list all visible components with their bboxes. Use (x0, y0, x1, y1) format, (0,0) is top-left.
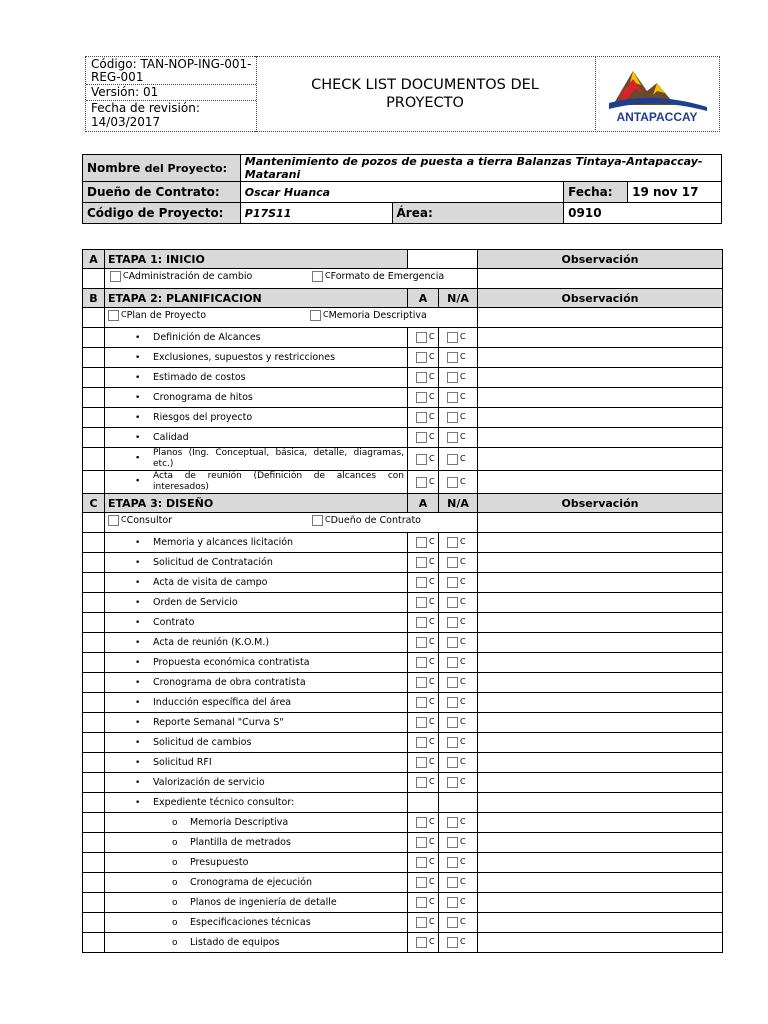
checkbox[interactable] (447, 897, 458, 908)
consultant-option[interactable]: $^C$Consultor (108, 515, 172, 526)
observation-cell[interactable] (478, 533, 723, 553)
checkbox-cell[interactable]: C (439, 593, 478, 613)
document-code-box (85, 56, 257, 132)
checklist-item-label: Definición de Alcances (153, 332, 261, 343)
section-letter: A (83, 250, 105, 269)
observation-header: Observación (478, 250, 723, 269)
checklist-item-row (83, 633, 723, 653)
document-version: Versión: 01 (86, 84, 256, 101)
checkbox-cell[interactable]: C (408, 673, 439, 693)
checklist-item-label: Cronograma de ejecución (190, 877, 312, 888)
section-b-options (83, 308, 723, 328)
checkbox-cell[interactable]: C (439, 773, 478, 793)
observation-cell[interactable] (478, 308, 723, 328)
checkbox[interactable] (416, 917, 427, 928)
antapaccay-logo (595, 56, 720, 132)
checkbox-cell[interactable]: C (408, 733, 439, 753)
checkbox-cell[interactable]: C (408, 328, 439, 348)
checkbox-cell[interactable]: C (408, 553, 439, 573)
checklist-item-row (83, 388, 723, 408)
checklist-subitem-row (83, 873, 723, 893)
project-info-table (82, 154, 722, 224)
checkbox[interactable] (447, 917, 458, 928)
bullet-icon: • (135, 577, 141, 588)
observation-cell[interactable] (478, 269, 723, 289)
checklist-item-label: Memoria Descriptiva (190, 817, 289, 828)
emergency-format-option[interactable]: $^C$Formato de Emergencia (312, 271, 444, 282)
section-letter: B (83, 289, 105, 308)
observation-cell[interactable] (478, 328, 723, 348)
observation-cell[interactable] (478, 813, 723, 833)
section-c-header (83, 494, 723, 513)
checkbox-cell[interactable]: C (439, 408, 478, 428)
checkbox[interactable] (416, 557, 427, 568)
checklist-item-label: Reporte Semanal "Curva S" (153, 717, 284, 728)
checklist-item-label: Especificaciones técnicas (190, 917, 311, 928)
checkbox[interactable] (416, 537, 427, 548)
checklist-item-label: Solicitud de cambios (153, 737, 252, 748)
checklist-subitem-row (83, 813, 723, 833)
checkbox[interactable] (447, 877, 458, 888)
checkbox[interactable] (416, 597, 427, 608)
checkbox[interactable] (447, 817, 458, 828)
checklist-item-row (83, 733, 723, 753)
checkbox[interactable] (447, 697, 458, 708)
checkbox-cell[interactable]: C (439, 328, 478, 348)
checklist-item-row (83, 553, 723, 573)
checkbox[interactable] (447, 657, 458, 668)
observation-header: Observación (478, 494, 723, 513)
checklist-item-label: Memoria y alcances licitación (153, 537, 294, 548)
checkbox[interactable] (416, 757, 427, 768)
checkbox-cell[interactable]: C (439, 893, 478, 913)
checkbox-cell[interactable]: C (408, 893, 439, 913)
checkbox[interactable] (310, 310, 321, 321)
observation-cell[interactable] (478, 853, 723, 873)
checkbox-cell[interactable]: C (408, 368, 439, 388)
checkbox[interactable] (447, 717, 458, 728)
checklist-item-row (83, 593, 723, 613)
checkbox[interactable] (447, 392, 458, 403)
checkbox-cell[interactable]: C (439, 428, 478, 448)
checkbox-cell[interactable]: C (408, 533, 439, 553)
project-name-label: Nombre del Proyecto: (83, 155, 241, 182)
checkbox[interactable] (416, 372, 427, 383)
checkbox-cell[interactable]: C (408, 853, 439, 873)
bullet-icon: • (135, 332, 141, 343)
bullet-icon: • (135, 757, 141, 768)
checkbox[interactable] (447, 857, 458, 868)
checkbox-cell[interactable]: C (408, 388, 439, 408)
checkbox-cell[interactable]: C (408, 753, 439, 773)
checkbox-cell[interactable]: C (439, 553, 478, 573)
area-label: Área: (392, 203, 564, 224)
checklist-item-label: Propuesta económica contratista (153, 657, 310, 668)
checklist-item-label: Orden de Servicio (153, 597, 238, 608)
checklist-subitem-row (83, 913, 723, 933)
checkbox[interactable] (108, 310, 119, 321)
checklist-item-row (83, 448, 723, 471)
checkbox[interactable] (416, 817, 427, 828)
checkbox-cell[interactable]: C (439, 533, 478, 553)
section-letter: C (83, 494, 105, 513)
bullet-icon: • (135, 637, 141, 648)
checklist-item-row (83, 753, 723, 773)
observation-cell[interactable] (478, 693, 723, 713)
checkbox-cell[interactable]: C (408, 448, 439, 471)
checkbox[interactable] (416, 717, 427, 728)
col-a-header: A (408, 289, 439, 308)
project-code-label: Código de Proyecto: (83, 203, 241, 224)
checklist-item-row (83, 348, 723, 368)
checkbox[interactable] (416, 937, 427, 948)
checkbox-cell[interactable]: C (408, 653, 439, 673)
owner-value: Oscar Huanca (240, 182, 563, 203)
checkbox-cell[interactable]: C (439, 733, 478, 753)
section-title: ETAPA 3: DISEÑO (105, 494, 408, 513)
checkbox-cell[interactable]: C (408, 873, 439, 893)
checkbox[interactable] (447, 477, 458, 488)
checklist-item-row (83, 653, 723, 673)
bullet-icon: • (135, 557, 141, 568)
svg-text:ANTAPACCAY: ANTAPACCAY (616, 110, 698, 124)
checkbox-cell[interactable]: C (408, 593, 439, 613)
bullet-icon: • (135, 617, 141, 628)
sub-bullet-icon: o (172, 837, 178, 848)
observation-cell[interactable] (478, 673, 723, 693)
checkbox-cell[interactable]: C (439, 913, 478, 933)
observation-cell[interactable] (478, 513, 723, 533)
checklist-item-row (83, 673, 723, 693)
checklist-subitem-row (83, 933, 723, 953)
checkbox-cell[interactable]: C (439, 633, 478, 653)
observation-cell[interactable] (478, 408, 723, 428)
section-title: ETAPA 1: INICIO (105, 250, 408, 269)
checklist-item-label: Exclusiones, supuestos y restricciones (153, 352, 336, 363)
bullet-icon: • (135, 476, 141, 487)
checklist-item-label: Planos (Ing. Conceptual, básica, detalle, diagramas, etc.) (153, 448, 404, 469)
bullet-icon: • (135, 372, 141, 383)
observation-cell[interactable] (478, 873, 723, 893)
checklist-subitem-row (83, 853, 723, 873)
checklist-item-label: Riesgos del proyecto (153, 412, 253, 423)
bullet-icon: • (135, 537, 141, 548)
document-code: Código: TAN-NOP-ING-001- REG-001 (91, 57, 252, 84)
checklist-table (82, 249, 723, 953)
checkbox[interactable] (447, 332, 458, 343)
observation-cell[interactable] (478, 471, 723, 494)
checkbox[interactable] (447, 737, 458, 748)
checkbox[interactable] (416, 637, 427, 648)
checklist-subitem-row (83, 833, 723, 853)
bullet-icon: • (135, 657, 141, 668)
checklist-item-label: Estimado de costos (153, 372, 246, 383)
checkbox-cell[interactable]: C (408, 471, 439, 494)
bullet-icon: • (135, 777, 141, 788)
checkbox-cell[interactable]: C (439, 388, 478, 408)
section-a-header (83, 250, 723, 269)
section-a-options (83, 269, 723, 289)
checklist-item-label: Solicitud RFI (153, 757, 212, 768)
checkbox-cell[interactable]: C (408, 693, 439, 713)
checkbox-cell[interactable]: C (439, 348, 478, 368)
observation-cell[interactable] (478, 613, 723, 633)
sub-bullet-icon: o (172, 877, 178, 888)
checkbox-cell[interactable]: C (439, 933, 478, 953)
checkbox[interactable] (447, 454, 458, 465)
checkbox[interactable] (447, 432, 458, 443)
checklist-item-row (83, 368, 723, 388)
checklist-item-label: Presupuesto (190, 857, 249, 868)
checkbox-cell[interactable]: C (408, 408, 439, 428)
checkbox-cell[interactable]: C (439, 753, 478, 773)
checkbox-cell[interactable]: C (439, 813, 478, 833)
bullet-icon: • (135, 432, 141, 443)
checkbox[interactable] (416, 737, 427, 748)
checklist-item-label: Acta de reunión (K.O.M.) (153, 637, 270, 648)
bullet-icon: • (135, 797, 141, 808)
checkbox[interactable] (447, 577, 458, 588)
checklist-item-label: Cronograma de hitos (153, 392, 253, 403)
checkbox[interactable] (447, 557, 458, 568)
observation-cell[interactable] (478, 913, 723, 933)
observation-cell[interactable] (478, 573, 723, 593)
bullet-icon: • (135, 352, 141, 363)
checkbox[interactable] (447, 937, 458, 948)
checklist-item-row (83, 533, 723, 553)
checklist-item-row (83, 428, 723, 448)
contract-owner-option[interactable]: $^C$Dueño de Contrato (312, 515, 421, 526)
checklist-item-label: Listado de equipos (190, 937, 280, 948)
checkbox-cell[interactable]: C (408, 428, 439, 448)
checkbox[interactable] (447, 617, 458, 628)
checklist-item-label: Valorización de servicio (153, 777, 265, 788)
checkbox[interactable] (447, 352, 458, 363)
descriptive-memory-option[interactable]: $^C$Memoria Descriptiva (310, 310, 427, 321)
checklist-item-row (83, 471, 723, 494)
observation-cell[interactable] (478, 348, 723, 368)
checkbox-cell[interactable]: C (439, 448, 478, 471)
date-value: 19 nov 17 (628, 182, 722, 203)
checklist-item-row (83, 328, 723, 348)
col-na-header: N/A (439, 289, 478, 308)
checklist-subitem-row (83, 893, 723, 913)
checklist-item-label: Calidad (153, 432, 189, 443)
checklist-item-row (83, 713, 723, 733)
checkbox-cell[interactable]: C (439, 368, 478, 388)
checkbox[interactable] (416, 657, 427, 668)
checklist-item-row (83, 693, 723, 713)
bullet-icon: • (135, 597, 141, 608)
checklist-item-label: Planos de ingeniería de detalle (190, 897, 337, 908)
checkbox-cell[interactable]: C (439, 693, 478, 713)
checkbox-cell[interactable]: C (439, 833, 478, 853)
checkbox[interactable] (447, 777, 458, 788)
checkbox[interactable] (447, 837, 458, 848)
bullet-icon: • (135, 453, 141, 464)
observation-cell[interactable] (478, 448, 723, 471)
checkbox-cell[interactable]: C (408, 633, 439, 653)
checkbox-cell[interactable]: C (439, 853, 478, 873)
bullet-icon: • (135, 717, 141, 728)
checkbox[interactable] (416, 432, 427, 443)
checkbox[interactable] (447, 537, 458, 548)
col-a-header: A (408, 494, 439, 513)
observation-cell[interactable] (478, 633, 723, 653)
owner-label: Dueño de Contrato: (83, 182, 241, 203)
checkbox[interactable] (447, 597, 458, 608)
checkbox[interactable] (416, 332, 427, 343)
checkbox[interactable] (416, 412, 427, 423)
bullet-icon: • (135, 392, 141, 403)
checkbox-cell[interactable]: C (408, 773, 439, 793)
section-title: ETAPA 2: PLANIFICACION (105, 289, 408, 308)
checklist-item-row (83, 793, 723, 813)
checkbox[interactable] (416, 837, 427, 848)
checklist-item-row (83, 773, 723, 793)
checklist-item-label: Plantilla de metrados (190, 837, 291, 848)
checklist-item-label: Acta de visita de campo (153, 577, 268, 588)
checkbox[interactable] (416, 352, 427, 363)
observation-cell[interactable] (478, 733, 723, 753)
checkbox-cell[interactable]: C (439, 673, 478, 693)
checkbox-cell[interactable]: C (408, 833, 439, 853)
project-name-value: Mantenimiento de pozos de puesta a tierra Balanzas Tintaya-Antapaccay-Matarani (240, 155, 721, 182)
checkbox[interactable] (416, 857, 427, 868)
checklist-item-label: Solicitud de Contratación (153, 557, 273, 568)
checklist-item-label: Cronograma de obra contratista (153, 677, 306, 688)
observation-cell[interactable] (478, 553, 723, 573)
checkbox-cell[interactable]: C (439, 713, 478, 733)
project-plan-option[interactable]: $^C$Plan de Proyecto (108, 310, 206, 321)
checkbox[interactable] (447, 677, 458, 688)
bullet-icon: • (135, 737, 141, 748)
observation-cell[interactable] (478, 368, 723, 388)
checkbox[interactable] (416, 677, 427, 688)
checkbox-cell[interactable]: C (439, 653, 478, 673)
bullet-icon: • (135, 697, 141, 708)
section-b-header (83, 289, 723, 308)
sub-bullet-icon: o (172, 917, 178, 928)
admin-change-option[interactable]: $^C$Administración de cambio (110, 271, 252, 282)
date-label: Fecha: (564, 182, 628, 203)
observation-cell[interactable] (478, 653, 723, 673)
section-c-options (83, 513, 723, 533)
observation-cell[interactable] (478, 713, 723, 733)
document-title: CHECK LIST DOCUMENTOS DEL PROYECTO (255, 56, 596, 132)
checkbox[interactable] (447, 372, 458, 383)
checkbox[interactable] (416, 777, 427, 788)
observation-cell[interactable] (478, 793, 723, 813)
checklist-item-row (83, 573, 723, 593)
checkbox[interactable] (416, 877, 427, 888)
project-code-value: P17S11 (240, 203, 392, 224)
observation-cell[interactable] (478, 933, 723, 953)
checkbox[interactable] (447, 637, 458, 648)
checkbox[interactable] (110, 271, 121, 282)
checkbox[interactable] (312, 271, 323, 282)
checkbox[interactable] (108, 515, 119, 526)
checklist-item-label: Contrato (153, 617, 195, 628)
sub-bullet-icon: o (172, 937, 178, 948)
checkbox-cell[interactable]: C (439, 873, 478, 893)
checkbox-cell[interactable]: C (408, 933, 439, 953)
observation-cell[interactable] (478, 893, 723, 913)
checklist-item-label: Acta de reunión (Definición de alcances con interesados) (153, 471, 404, 492)
col-na-header: N/A (439, 494, 478, 513)
checkbox[interactable] (447, 757, 458, 768)
checkbox[interactable] (416, 697, 427, 708)
checkbox[interactable] (416, 617, 427, 628)
bullet-icon: • (135, 677, 141, 688)
checkbox[interactable] (416, 577, 427, 588)
checkbox[interactable] (416, 392, 427, 403)
sub-bullet-icon: o (172, 817, 178, 828)
area-value: 0910 (564, 203, 722, 224)
checkbox[interactable] (416, 454, 427, 465)
document-header (85, 56, 719, 130)
observation-cell[interactable] (478, 753, 723, 773)
checklist-item-label: Inducción específica del área (153, 697, 292, 708)
checkbox-cell[interactable]: C (439, 613, 478, 633)
observation-cell[interactable] (478, 388, 723, 408)
observation-cell[interactable] (478, 593, 723, 613)
sub-bullet-icon: o (172, 857, 178, 868)
checkbox-cell[interactable]: C (408, 913, 439, 933)
observation-header: Observación (478, 289, 723, 308)
checkbox[interactable] (416, 897, 427, 908)
checkbox-cell[interactable]: C (408, 573, 439, 593)
observation-cell[interactable] (478, 428, 723, 448)
checkbox[interactable] (416, 477, 427, 488)
bullet-icon: • (135, 412, 141, 423)
checkbox[interactable] (447, 412, 458, 423)
checklist-item-row (83, 613, 723, 633)
checkbox[interactable] (312, 515, 323, 526)
checkbox-cell[interactable]: C (408, 613, 439, 633)
checkbox-cell[interactable]: C (439, 573, 478, 593)
checklist-item-row (83, 408, 723, 428)
observation-cell[interactable] (478, 773, 723, 793)
document-revision: Fecha de revisión: 14/03/2017 (91, 100, 200, 129)
checklist-item-label: Expediente técnico consultor: (153, 797, 295, 808)
checkbox-cell[interactable]: C (408, 713, 439, 733)
checkbox-cell[interactable]: C (408, 813, 439, 833)
checkbox-cell[interactable]: C (439, 471, 478, 494)
checkbox-cell[interactable]: C (408, 348, 439, 368)
observation-cell[interactable] (478, 833, 723, 853)
sub-bullet-icon: o (172, 897, 178, 908)
